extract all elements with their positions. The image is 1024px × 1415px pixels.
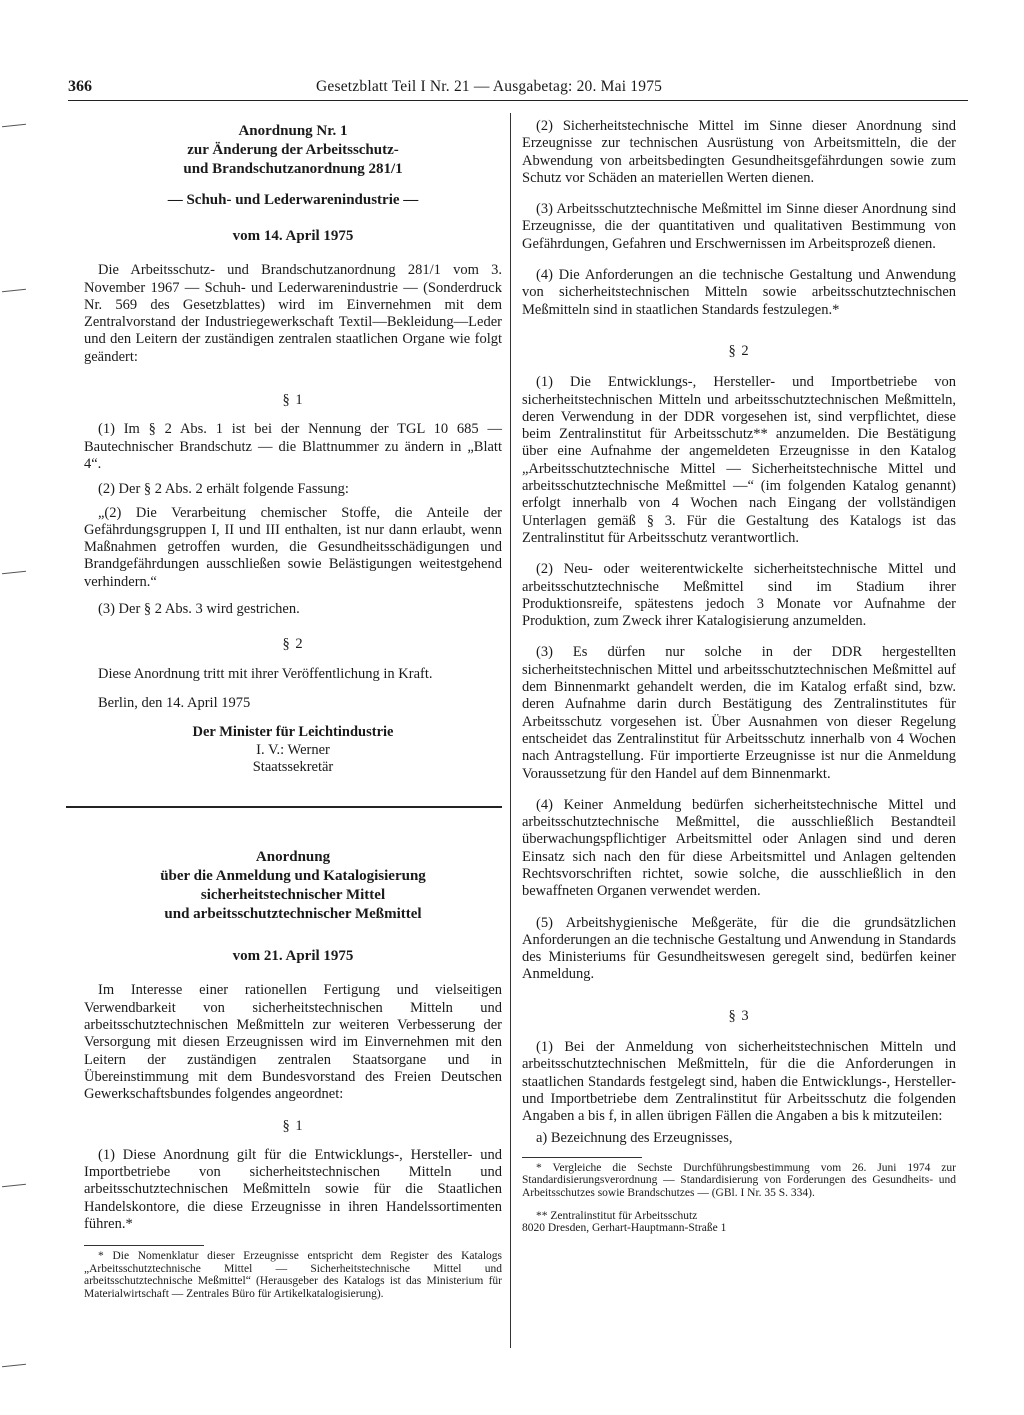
column-divider — [510, 113, 511, 1348]
ordinance2-title-line: Anordnung — [255, 849, 331, 866]
ordinance2-s1-paragraph: (4) Die Anforderungen an die technische Gestaltung und Anwendung von sicherheitstechnischen Mitteln sowie arbeitsschutztechnischen Meßmitteln sind in staatlichen Standards festzulegen.* — [522, 267, 956, 318]
ordinance1-title-line: Anordnung Nr. 1 — [238, 123, 348, 139]
header-rule — [68, 100, 968, 101]
ordinance2-s1-paragraph: (1) Diese Anordnung gilt für die Entwicklungs-, Hersteller- und Importbetriebe von sicherheitstechnischen Mitteln und arbeitsschutztechnischen Meßmitteln sowie für die Staatlichen Handelskontore, die diese Erzeugnisse in ihren Handelssortimenten führen.* — [84, 1146, 502, 1232]
ordinance2-section-1: § 1 — [282, 1117, 304, 1134]
ordinance2-s2-paragraph: (3) Es dürfen nur solche in der DDR hergestellten sicherheitstechnischen Mittel und arbeitsschutztechnischen Meßmittel auf dem Binnenmarkt gehandelt werden, die im Katalog erfaßt sind, bzw. deren Aufnahme darin durch Bestätigung des Zentralinstitutes für Arbeitsschutz vorgesehen ist. Über Ausnahmen von dieser Regelung entscheidet das Zentralinstitut für Arbeitsschutz innerhalb von 4 Wochen nach Antragstellung. Für importierte Erzeugnisse ist nur die Anmeldung Voraussetzung für den Handel auf dem Binnenmarkt. — [522, 644, 956, 782]
margin-mark — [2, 571, 26, 575]
ordinance2-intro: Im Interesse einer rationellen Fertigung und vielseitigen Verwendbarkeit von sicherheitstechnischen Mitteln und arbeitsschutztechnischen Meßmitteln zur weiteren Verbesserung der Versorgung mit diesen Erzeugnissen wird im Einvernehmen mit den Leitern der zuständigen zentralen Staatsorgane und in Übereinstimmung mit dem Bundesvorstand des Freien Deutschen Gewerkschaftsbundes folgendes angeordnet: — [84, 982, 502, 1103]
margin-mark — [2, 289, 26, 293]
margin-mark — [2, 1364, 26, 1368]
signer-title: Der Minister für Leichtindustrie — [192, 724, 394, 741]
margin-mark — [2, 124, 26, 128]
ordinance1-s1-quote: „(2) Die Verarbeitung chemischer Stoffe, die Anteile der Gefährdungsgruppen I, II und III enthalten, ist nur dann erlaubt, wenn Maßnahmen getroffen wurden, die Gesundheitsschädigungen und Brandgefährdungen ausschließen sowie Belästigungen weitestgehend verhindern.“ — [84, 504, 502, 590]
footnote: ** Zentralinstitut für Arbeitsschutz — [536, 1209, 698, 1222]
ordinance1-s2-paragraph: Diese Anordnung tritt mit ihrer Veröffentlichung in Kraft. — [98, 665, 433, 682]
ordinance2-date: vom 21. April 1975 — [232, 948, 354, 965]
ordinance1-date: vom 14. April 1975 — [232, 228, 354, 244]
ordinance2-section-3: § 3 — [728, 1007, 750, 1024]
ordinance2-s2-paragraph: (5) Arbeitshygienische Meßgeräte, für die die grundsätzlichen Anforderungen an die technische Gestaltung und Anwendung in Standards des Ministeriums für Gesundheitswesen geregelt sind, bedürfen keiner Anmeldung. — [522, 914, 956, 983]
ordinance2-title-line: und arbeitsschutztechnischer Meßmittel — [164, 906, 422, 923]
margin-mark — [2, 1184, 26, 1188]
ordinance2-title-line: über die Anmeldung und Katalogisierung — [160, 868, 426, 885]
ordinance2-s1-paragraph: (2) Sicherheitstechnische Mittel im Sinne dieser Anordnung sind Erzeugnisse zur technischen Ausrüstung von Arbeitsmitteln, die der Abwendung von arbeitsbedingten Gesundheitsgefährdungen sowie zum Schutz vor Schäden an materiellen Werten dienen. — [522, 118, 956, 186]
footnote: 8020 Dresden, Gerhart-Hauptmann-Straße 1 — [522, 1222, 727, 1235]
ordinance1-section-2: § 2 — [282, 636, 304, 653]
signer-role: Staatssekretär — [252, 758, 334, 775]
ordinance1-intro: Die Arbeitsschutz- und Brandschutzanordnung 281/1 vom 3. November 1967 — Schuh- und Lederwarenindustrie — (Sonderdruck Nr. 569 des Gesetzblattes) wird im Einvernehmen mit dem Zentralvorstand der Industriegewerkschaft Textil—Bekleidung—Leder und den Leitern der zuständigen zentralen staatlichen Organe wie folgt geändert: — [84, 262, 502, 365]
ordinance2-s1-paragraph: (3) Arbeitsschutztechnische Meßmittel im Sinne dieser Anordnung sind Erzeugnisse, die der quantitativen und qualitativen Bestimmung von Gefährdungen, Gefahren und Erschwernissen im Arbeitsprozeß dienen. — [522, 201, 956, 252]
ordinance2-s3-paragraph: (1) Bei der Anmeldung von sicherheitstechnischen Mitteln und arbeitsschutztechnischen Meßmitteln, für die die Anforderungen in staatlichen Standards festgelegt sind, haben die Entwicklungs-, Hersteller- und Importbetriebe dem Zentralinstitut für Arbeitsschutz die folgenden Angaben a bis f, in allen übrigen Fällen die Angaben a bis k mitzuteilen: — [522, 1039, 956, 1125]
footnote: * Vergleiche die Sechste Durchführungsbestimmung vom 26. Juni 1974 zur Standardisierungsverordnung — Standardisierung von Forderungen des Gesundheits- und Arbeitsschutzes sowie Brandschutzes — (GBl. I Nr. 35 S. 334). — [522, 1161, 956, 1200]
signer-name — [84, 742, 502, 759]
ordinance1-s1-paragraph: (1) Im § 2 Abs. 1 ist bei der Nennung der TGL 10 685 — Bautechnischer Brandschutz — die Blattnummer zu ändern in „Blatt 4“. — [84, 421, 502, 472]
ordinance2-s2-paragraph: (1) Die Entwicklungs-, Hersteller- und Importbetriebe von sicherheitstechnischen Mitteln und arbeitsschutztechnischen Meßmitteln, deren Verwendung in der DDR vorgesehen ist, sind verpflichtet, diese beim Zentralinstitut für Arbeitsschutz** anzumelden. Die Bestätigung über eine Aufnahme der angemeldeten Erzeugnisse in den Katalog „Arbeitsschutztechnische Mittel — Sicherheitstechnische Mittel und arbeitsschutztechnische Meßmittel —“ (im folgenden Katalog genannt) erfolgt innerhalb von 4 Wochen nach Eingang der vollständigen Unterlagen gemäß § 3. Für die Gestaltung des Katalogs ist das Zentralinstitut für Arbeitsschutz verantwortlich. — [522, 374, 956, 546]
place-date: Berlin, den 14. April 1975 — [98, 694, 251, 711]
signer-name-text: I. V.: Werner — [256, 741, 330, 758]
ordinance1-title-line: und Brandschutzanordnung 281/1 — [183, 161, 403, 177]
left-column — [84, 118, 502, 1301]
ordinance2-s3-item-a: a) Bezeichnung des Erzeugnisses, — [536, 1129, 733, 1146]
ordinance2-s2-paragraph: (2) Neu- oder weiterentwickelte sicherheitstechnische Mittel und arbeitsschutztechnische Meßmittel sind im Stadium ihrer Produktionsreife, spätestens jedoch 3 Monate vor Aufnahme der Produktion, zum Zweck ihrer Katalogisierung anzumelden. — [522, 561, 956, 630]
running-head: Gesetzblatt Teil I Nr. 21 — Ausgabetag: 20. Mai 1975 — [316, 78, 663, 95]
ordinance2-s2-paragraph: (4) Keiner Anmeldung bedürfen sicherheitstechnische Mittel und arbeitsschutztechnische Meßmittel, die ausschließlich Bestandteil überwachungspflichtiger Arbeitsmittel oder Anlagen sind und deren Einsatz sich nach den für diese Arbeitsmittel und Anlagen geltenden Rechtsvorschriften richtet, sowie solche, die ausschließlich in den bewaffneten Organen verwendet werden. — [522, 796, 956, 900]
page-header — [68, 78, 968, 100]
ordinance1-title-line: zur Änderung der Arbeitsschutz- — [187, 142, 399, 158]
page-number: 366 — [68, 78, 92, 95]
ordinance1-section-1: § 1 — [282, 392, 304, 409]
ordinance1-s1-paragraph: (2) Der § 2 Abs. 2 erhält folgende Fassung: — [98, 481, 349, 498]
ordinance2-title — [84, 848, 502, 924]
right-column — [522, 118, 956, 1235]
ordinance1-title — [84, 122, 502, 179]
ordinance2-section-2: § 2 — [728, 342, 750, 359]
ordinance1-subtitle: — Schuh- und Lederwarenindustrie — — [167, 192, 419, 208]
ordinance1-s1-paragraph: (3) Der § 2 Abs. 3 wird gestrichen. — [98, 601, 300, 618]
ordinance2-title-line: sicherheitstechnischer Mittel — [200, 887, 386, 904]
footnote: * Die Nomenklatur dieser Erzeugnisse entspricht dem Register des Katalogs „Arbeitsschutztechnische Mittel — Sicherheitstechnische Mittel und arbeitsschutztechnische Meßmittel“ (Herausgeber des Katalogs ist das Ministerium für Materialwirtschaft — Zentrales Büro für Artikelkatalogisierung). — [84, 1250, 502, 1301]
